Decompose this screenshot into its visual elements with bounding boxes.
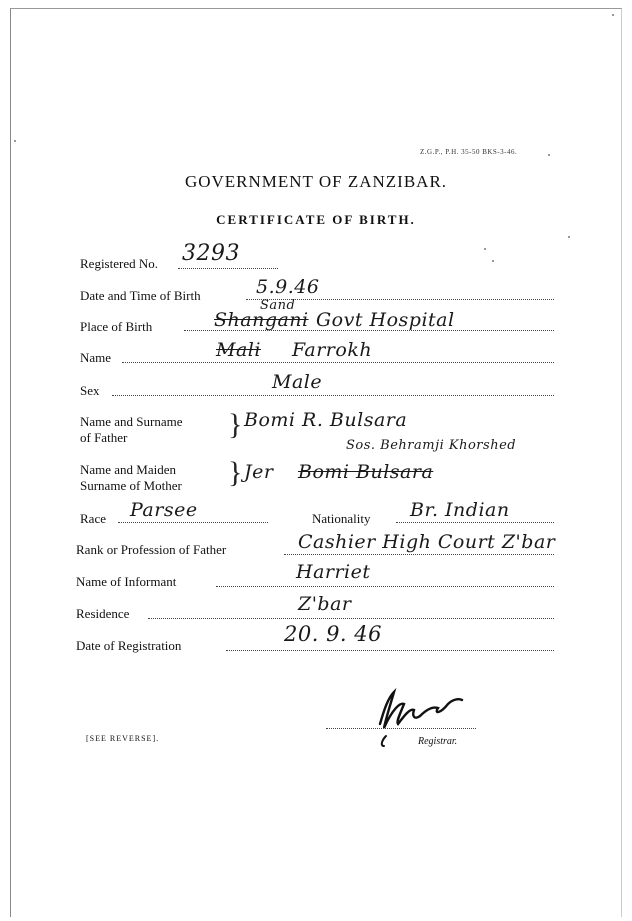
scan-speck bbox=[492, 260, 494, 262]
mother-label-line2: Surname of Mother bbox=[80, 478, 182, 493]
name-value: Farrokh bbox=[292, 339, 373, 361]
rank-profession-line bbox=[284, 554, 554, 555]
date-registration-line bbox=[226, 650, 554, 651]
signature-text: B Mann bbox=[466, 696, 470, 697]
registrar-label: Registrar. bbox=[418, 736, 458, 747]
nationality-label: Nationality bbox=[312, 511, 371, 526]
registered-no-value: 3293 bbox=[182, 241, 240, 266]
race-value: Parsee bbox=[130, 499, 198, 521]
scan-speck bbox=[484, 248, 486, 250]
see-reverse-note: [SEE REVERSE]. bbox=[86, 734, 160, 743]
date-registration-label: Date of Registration bbox=[76, 638, 182, 653]
father-value: Bomi R. Bulsara bbox=[244, 409, 408, 431]
residence-line bbox=[148, 618, 554, 619]
father-label-line2: of Father bbox=[80, 430, 128, 445]
place-of-birth-inserted: Sand bbox=[260, 298, 296, 313]
date-time-birth-label: Date and Time of Birth bbox=[80, 288, 201, 303]
scan-speck bbox=[568, 236, 570, 238]
date-time-birth-value: 5.9.46 bbox=[256, 276, 320, 298]
print-reference: Z.G.P., P.H. 35-50 BKS-3-46. bbox=[420, 148, 518, 156]
nationality-value: Br. Indian bbox=[410, 499, 510, 521]
registered-no-label: Registered No. bbox=[80, 256, 158, 271]
scan-speck bbox=[14, 140, 16, 142]
sex-value: Male bbox=[272, 371, 323, 393]
father-brace: } bbox=[228, 408, 243, 441]
mother-value-struck: Bomi Bulsara bbox=[298, 461, 434, 483]
informant-label: Name of Informant bbox=[76, 574, 177, 589]
informant-value: Harriet bbox=[296, 561, 371, 583]
mother-label-line1: Name and Maiden bbox=[80, 462, 177, 477]
father-label-line1: Name and Surname bbox=[80, 414, 183, 429]
rank-profession-label: Rank or Profession of Father bbox=[76, 542, 227, 557]
government-title: GOVERNMENT OF ZANZIBAR. bbox=[184, 172, 448, 191]
place-of-birth-struck: Shangani bbox=[214, 309, 309, 331]
registered-no-line bbox=[178, 268, 278, 269]
father-value-secondary: Sos. Behramji Khorshed bbox=[346, 438, 517, 453]
race-label: Race bbox=[80, 511, 106, 526]
name-label: Name bbox=[80, 350, 112, 365]
registrar-line bbox=[326, 728, 476, 729]
mother-brace: } bbox=[228, 456, 243, 489]
residence-label: Residence bbox=[76, 606, 130, 621]
scan-speck bbox=[548, 154, 550, 156]
date-registration-value: 20. 9. 46 bbox=[284, 622, 383, 646]
name-struck: Mali bbox=[216, 339, 261, 361]
rank-profession-value: Cashier High Court Z'bar bbox=[298, 531, 556, 553]
name-line bbox=[122, 362, 554, 363]
nationality-line bbox=[396, 522, 554, 523]
certificate-title: CERTIFICATE OF BIRTH. bbox=[216, 212, 416, 227]
place-of-birth-label: Place of Birth bbox=[80, 319, 153, 334]
scan-speck bbox=[612, 14, 614, 16]
sex-label: Sex bbox=[80, 383, 100, 398]
race-line bbox=[118, 522, 268, 523]
mother-value: Jer bbox=[244, 461, 274, 483]
place-of-birth-value: Govt Hospital bbox=[316, 309, 455, 331]
sex-line bbox=[112, 395, 554, 396]
residence-value: Z'bar bbox=[298, 593, 352, 615]
informant-line bbox=[216, 586, 554, 587]
